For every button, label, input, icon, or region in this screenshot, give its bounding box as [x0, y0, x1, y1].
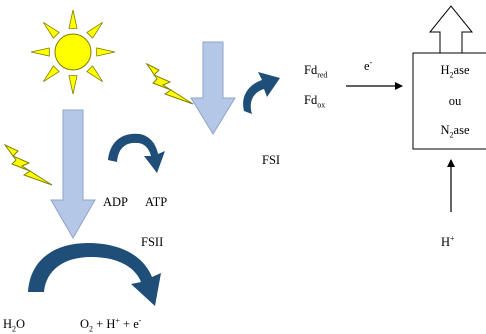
h2ase-label: $H_2ase$ [440, 63, 470, 80]
curved-arrow-adp-atp [108, 134, 165, 173]
products-label: $O_2 + H^+ + e^-$ [80, 315, 142, 334]
sun-ray [31, 48, 49, 56]
h-plus-label: H+ [441, 233, 455, 249]
curved-arrow-fsi [243, 72, 280, 114]
sun-ray [69, 10, 77, 28]
electron-label: e- [364, 57, 373, 73]
fd-red-label: $Fd_{red}$ [304, 63, 328, 80]
fsi-label: FSI [262, 153, 281, 167]
fd-ox-label: $Fd_{ox}$ [304, 93, 326, 110]
water-label: $H_2O$ [3, 317, 26, 334]
n2ase-label: $N_2ase$ [440, 123, 470, 140]
sun-ray [43, 66, 59, 82]
sun-ray [97, 48, 115, 56]
lightning-bolt-icon [147, 64, 193, 104]
ou-label: ou [448, 94, 462, 108]
light-arrow-fsi [191, 42, 235, 134]
output-arrow [430, 6, 472, 53]
curved-arrow-water-split [28, 243, 161, 306]
adp-label: ADP [103, 195, 129, 209]
sun-ray [87, 66, 103, 82]
sun-ray [43, 22, 59, 38]
sun-icon [31, 10, 115, 94]
light-arrow-fsii [51, 110, 95, 238]
lightning-bolt-icon [5, 145, 52, 185]
sun-ray [69, 76, 77, 94]
fsii-label: FSII [141, 235, 164, 249]
atp-label: ATP [145, 195, 168, 209]
sun-ray [87, 22, 103, 38]
